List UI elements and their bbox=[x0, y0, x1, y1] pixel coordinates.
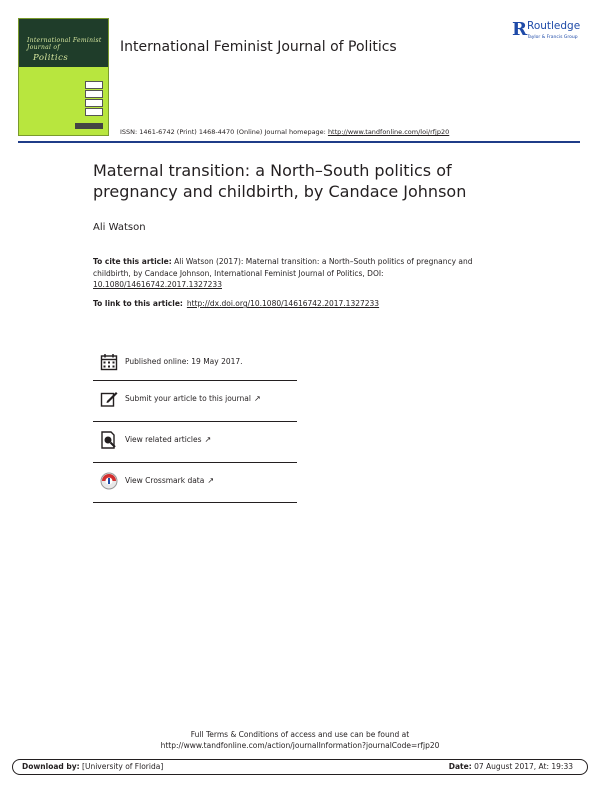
journal-cover-image bbox=[18, 18, 109, 136]
search-document-icon bbox=[100, 431, 118, 449]
citation-block bbox=[93, 256, 503, 291]
cover-label bbox=[85, 99, 103, 107]
crossmark-link[interactable] bbox=[93, 463, 297, 499]
issn-line bbox=[120, 128, 449, 136]
date-label: Date: bbox=[448, 762, 472, 771]
submit-article-link[interactable] bbox=[93, 381, 297, 417]
article-title: Maternal transition: a North–South politics of pregnancy and childbirth, by Candace Johnson bbox=[93, 161, 467, 201]
cover-label bbox=[85, 81, 103, 89]
cover-title-large: Politics bbox=[33, 53, 69, 63]
terms-line: Full Terms & Conditions of access and use can be found at bbox=[190, 730, 410, 739]
crossmark-label: View Crossmark data bbox=[125, 476, 205, 485]
external-link-icon: ↗ bbox=[253, 394, 261, 403]
submit-article-label: Submit your article to this journal bbox=[125, 394, 251, 403]
publisher-tagline: Taylor & Francis Group bbox=[527, 35, 578, 40]
published-online-item bbox=[93, 344, 297, 380]
links-divider bbox=[93, 502, 297, 503]
published-date: Published online: 19 May 2017. bbox=[125, 357, 243, 366]
issn-text: ISSN: 1461-6742 (Print) 1468-4470 (Online) Journal homepage: bbox=[120, 128, 328, 136]
cover-publisher-logo bbox=[75, 123, 103, 129]
external-link-icon: ↗ bbox=[207, 476, 215, 485]
journal-homepage-link[interactable]: http://www.tandfonline.com/loi/rfjp20 bbox=[327, 128, 450, 136]
journal-title[interactable]: International Feminist Journal of Politics bbox=[120, 39, 397, 55]
cover-label bbox=[85, 90, 103, 98]
terms-notice bbox=[0, 729, 600, 751]
edit-icon bbox=[100, 390, 118, 408]
downloaded-by-value: [University of Florida] bbox=[79, 762, 164, 771]
cite-text: Ali Watson (2017): Maternal transition: a North–South politics of pregnancy and childbirth, by Candace Johnson, International Feminist Journal of Politics, DOI: bbox=[93, 257, 473, 278]
header-divider bbox=[18, 141, 580, 143]
cite-label: To cite this article: bbox=[93, 257, 172, 266]
cover-title-small: International Feminist Journal of bbox=[27, 37, 102, 51]
calendar-icon bbox=[100, 353, 118, 371]
download-info-bar bbox=[12, 759, 588, 775]
downloaded-by-label: Download by: bbox=[22, 762, 80, 771]
cover-label bbox=[85, 108, 103, 116]
author-name: Ali Watson bbox=[93, 222, 146, 233]
publisher-logo[interactable] bbox=[512, 20, 592, 46]
publisher-name: Routledge bbox=[527, 20, 581, 32]
link-label: To link to this article: bbox=[93, 299, 183, 308]
external-link-icon: ↗ bbox=[204, 435, 212, 444]
cite-doi-link[interactable]: 10.1080/14616742.2017.1327233 bbox=[93, 280, 222, 289]
terms-url-link[interactable]: http://www.tandfonline.com/action/journalInformation?journalCode=rfjp20 bbox=[160, 741, 440, 750]
related-articles-link[interactable] bbox=[93, 422, 297, 458]
routledge-r-icon: R bbox=[512, 19, 527, 40]
crossmark-icon bbox=[100, 472, 118, 490]
article-doi-link[interactable]: http://dx.doi.org/10.1080/14616742.2017.1327233 bbox=[186, 299, 380, 308]
date-value: 07 August 2017, At: 19:33 bbox=[471, 762, 573, 771]
article-link-line bbox=[93, 299, 379, 308]
related-articles-label: View related articles bbox=[125, 435, 202, 444]
